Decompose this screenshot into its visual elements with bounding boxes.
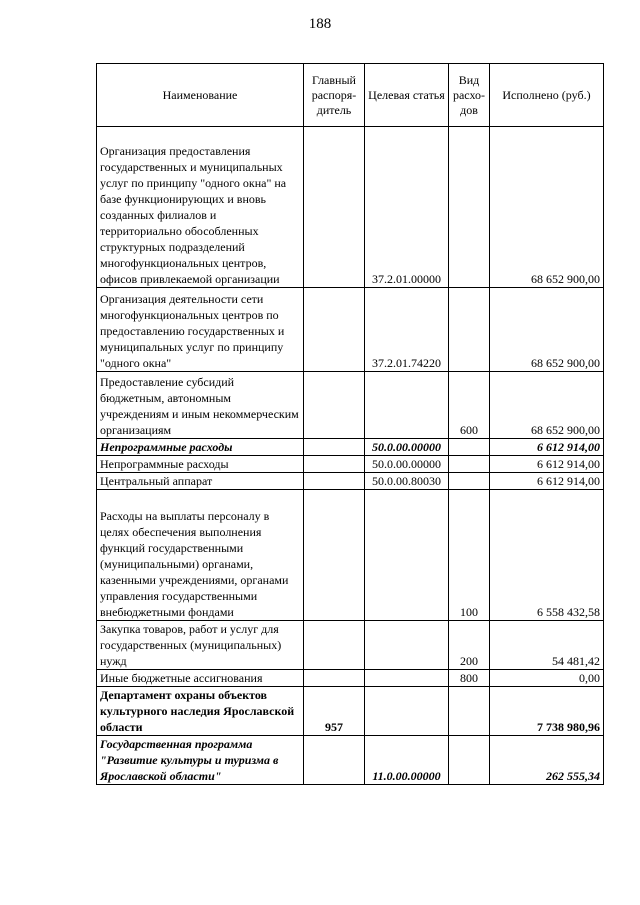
header-glavny: Главный распоря-дитель xyxy=(304,64,365,127)
row-glavny xyxy=(304,473,365,490)
row-vid xyxy=(449,687,490,736)
row-amount: 68 652 900,00 xyxy=(490,372,604,439)
header-statya: Целевая статья xyxy=(365,64,449,127)
table-row xyxy=(97,473,604,490)
row-statya: 37.2.01.00000 xyxy=(365,127,449,288)
row-name: Расходы на выплаты персоналу в целях обеспечения выполнения функций государственными (муниципальными) органами, казенными учреждениями, органами управления государственными внебюджетными фондами xyxy=(97,490,304,621)
row-statya xyxy=(365,621,449,670)
row-vid xyxy=(449,288,490,372)
row-vid xyxy=(449,439,490,456)
row-vid: 200 xyxy=(449,621,490,670)
row-statya xyxy=(365,372,449,439)
row-statya: 37.2.01.74220 xyxy=(365,288,449,372)
row-amount: 6 558 432,58 xyxy=(490,490,604,621)
row-amount: 6 612 914,00 xyxy=(490,473,604,490)
row-amount: 262 555,34 xyxy=(490,736,604,785)
row-glavny xyxy=(304,621,365,670)
header-vid: Вид расхо-дов xyxy=(449,64,490,127)
row-statya: 11.0.00.00000 xyxy=(365,736,449,785)
row-amount: 68 652 900,00 xyxy=(490,127,604,288)
row-vid: 800 xyxy=(449,670,490,687)
table-row xyxy=(97,439,604,456)
row-glavny xyxy=(304,490,365,621)
row-glavny xyxy=(304,288,365,372)
row-statya: 50.0.00.00000 xyxy=(365,456,449,473)
row-name: Закупка товаров, работ и услуг для государственных (муниципальных) нужд xyxy=(97,621,304,670)
row-name: Организация деятельности сети многофункциональных центров по предоставлению государственных и муниципальных услуг по принципу "одного окна" xyxy=(97,288,304,372)
row-statya: 50.0.00.00000 xyxy=(365,439,449,456)
row-glavny xyxy=(304,456,365,473)
header-ispolneno: Исполнено (руб.) xyxy=(490,64,604,127)
table-header-row xyxy=(97,64,604,127)
header-name: Наименование xyxy=(97,64,304,127)
row-amount: 6 612 914,00 xyxy=(490,439,604,456)
row-statya xyxy=(365,490,449,621)
row-name: Государственная программа "Развитие культуры и туризма в Ярославской области" xyxy=(97,736,304,785)
table-row xyxy=(97,621,604,670)
row-amount: 54 481,42 xyxy=(490,621,604,670)
row-glavny xyxy=(304,439,365,456)
row-glavny xyxy=(304,736,365,785)
row-statya xyxy=(365,670,449,687)
row-amount: 0,00 xyxy=(490,670,604,687)
table-row xyxy=(97,490,604,621)
row-name: Предоставление субсидий бюджетным, автономным учреждениям и иным некоммерческим организациям xyxy=(97,372,304,439)
row-statya xyxy=(365,687,449,736)
row-name: Департамент охраны объектов культурного наследия Ярославской области xyxy=(97,687,304,736)
table-row xyxy=(97,127,604,288)
row-vid xyxy=(449,456,490,473)
row-vid: 100 xyxy=(449,490,490,621)
row-name: Центральный аппарат xyxy=(97,473,304,490)
row-vid xyxy=(449,127,490,288)
row-glavny xyxy=(304,127,365,288)
row-vid xyxy=(449,473,490,490)
table-row xyxy=(97,687,604,736)
row-name: Организация предоставления государственных и муниципальных услуг по принципу "одного окна" на базе функционирующих и вновь созданных филиалов и территориально обособленных структурных подразделений многофункциональных центров, офисов привлекаемой организации xyxy=(97,127,304,288)
table-row xyxy=(97,288,604,372)
table-row xyxy=(97,670,604,687)
table-row xyxy=(97,372,604,439)
row-statya: 50.0.00.80030 xyxy=(365,473,449,490)
budget-execution-table xyxy=(96,63,604,785)
row-name: Непрограммные расходы xyxy=(97,439,304,456)
row-glavny: 957 xyxy=(304,687,365,736)
table-row xyxy=(97,456,604,473)
page-number: 188 xyxy=(308,16,332,32)
row-vid xyxy=(449,736,490,785)
row-vid: 600 xyxy=(449,372,490,439)
row-glavny xyxy=(304,372,365,439)
row-amount: 6 612 914,00 xyxy=(490,456,604,473)
row-name: Непрограммные расходы xyxy=(97,456,304,473)
row-name: Иные бюджетные ассигнования xyxy=(97,670,304,687)
row-amount: 7 738 980,96 xyxy=(490,687,604,736)
row-amount: 68 652 900,00 xyxy=(490,288,604,372)
row-glavny xyxy=(304,670,365,687)
table-row xyxy=(97,736,604,785)
